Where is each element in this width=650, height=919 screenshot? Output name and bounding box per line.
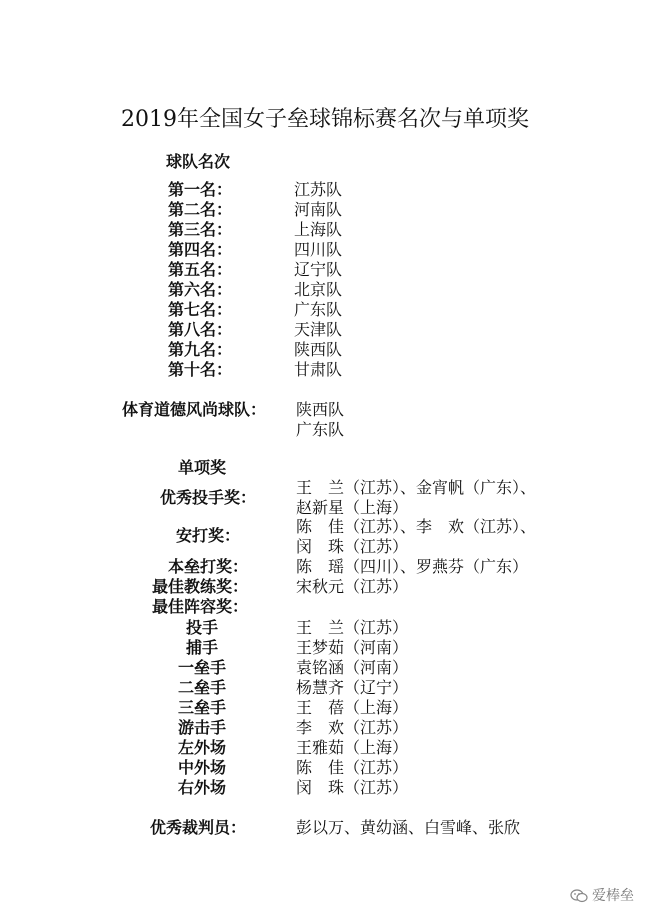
rank-team: 辽宁队 — [294, 260, 343, 279]
coach-award-value: 宋秋元（江苏） — [296, 577, 409, 596]
rank-team: 北京队 — [294, 280, 343, 299]
page-title: 2019年全国女子垒球锦标赛名次与单项奖 — [121, 107, 529, 132]
rank-team: 广东队 — [294, 300, 343, 319]
rank-label: 第七名： — [168, 300, 233, 319]
rank-label: 第十名： — [168, 360, 233, 379]
rank-label: 第四名： — [168, 240, 233, 259]
hitting-award-line: 陈 佳（江苏）、李 欢（江苏）、 — [296, 517, 537, 536]
sportsmanship-label: 体育道德风尚球队： — [122, 400, 267, 419]
lineup-player: 闵 珠（江苏） — [296, 778, 409, 797]
coach-award-label: 最佳教练奖： — [151, 577, 248, 596]
lineup-player: 王梦茹（河南） — [296, 638, 409, 657]
pitcher-award-line: 赵新星（上海） — [296, 498, 409, 517]
rank-team: 江苏队 — [294, 180, 343, 199]
rank-label: 第一名： — [168, 180, 233, 199]
homerun-award-value: 陈 瑶（四川）、罗燕芬（广东） — [296, 557, 529, 576]
lineup-position: 三垒手 — [177, 698, 226, 717]
lineup-position: 游击手 — [177, 718, 226, 737]
rank-label: 第九名： — [168, 340, 233, 359]
pitcher-award-line: 王 兰（江苏）、金宵帆（广东）、 — [296, 478, 537, 497]
lineup-position: 投手 — [185, 618, 218, 637]
rank-team: 陕西队 — [294, 340, 343, 359]
rank-team: 河南队 — [294, 200, 343, 219]
lineup-position: 右外场 — [177, 778, 226, 797]
team-rank-heading: 球队名次 — [166, 152, 231, 171]
wechat-icon — [570, 889, 588, 903]
rank-label: 第六名： — [168, 280, 233, 299]
lineup-player: 袁铭涵（河南） — [296, 658, 409, 677]
hitting-award-label: 安打奖： — [175, 526, 240, 545]
lineup-player: 李 欢（江苏） — [296, 718, 409, 737]
lineup-position: 中外场 — [177, 758, 226, 777]
rank-team: 天津队 — [294, 320, 343, 339]
rank-team: 上海队 — [294, 220, 343, 239]
referee-award-value: 彭以万、黄幼涵、白雪峰、张欣 — [296, 818, 521, 837]
lineup-player: 王 蓓（上海） — [296, 698, 409, 717]
rank-label: 第三名： — [168, 220, 233, 239]
lineup-award-label: 最佳阵容奖： — [151, 597, 248, 616]
referee-award-label: 优秀裁判员： — [150, 818, 247, 837]
sportsmanship-team: 陕西队 — [296, 400, 345, 419]
rank-label: 第二名： — [168, 200, 233, 219]
rank-team: 甘肃队 — [294, 360, 343, 379]
watermark — [570, 885, 634, 905]
lineup-player: 王雅茹（上海） — [296, 738, 409, 757]
homerun-award-label: 本垒打奖： — [167, 557, 248, 576]
awards-heading: 单项奖 — [178, 458, 227, 477]
hitting-award-line: 闵 珠（江苏） — [296, 537, 409, 556]
lineup-position: 二垒手 — [177, 678, 226, 697]
sportsmanship-team: 广东队 — [296, 420, 345, 439]
lineup-position: 捕手 — [185, 638, 218, 657]
lineup-player: 王 兰（江苏） — [296, 618, 409, 637]
watermark-text: 爱棒垒 — [592, 888, 634, 904]
rank-team: 四川队 — [294, 240, 343, 259]
lineup-position: 左外场 — [177, 738, 226, 757]
rank-label: 第八名： — [168, 320, 233, 339]
rank-label: 第五名： — [168, 260, 233, 279]
lineup-player: 陈 佳（江苏） — [296, 758, 409, 777]
lineup-position: 一垒手 — [177, 658, 226, 677]
pitcher-award-label: 优秀投手奖： — [159, 488, 256, 507]
lineup-player: 杨慧齐（辽宁） — [296, 678, 409, 697]
